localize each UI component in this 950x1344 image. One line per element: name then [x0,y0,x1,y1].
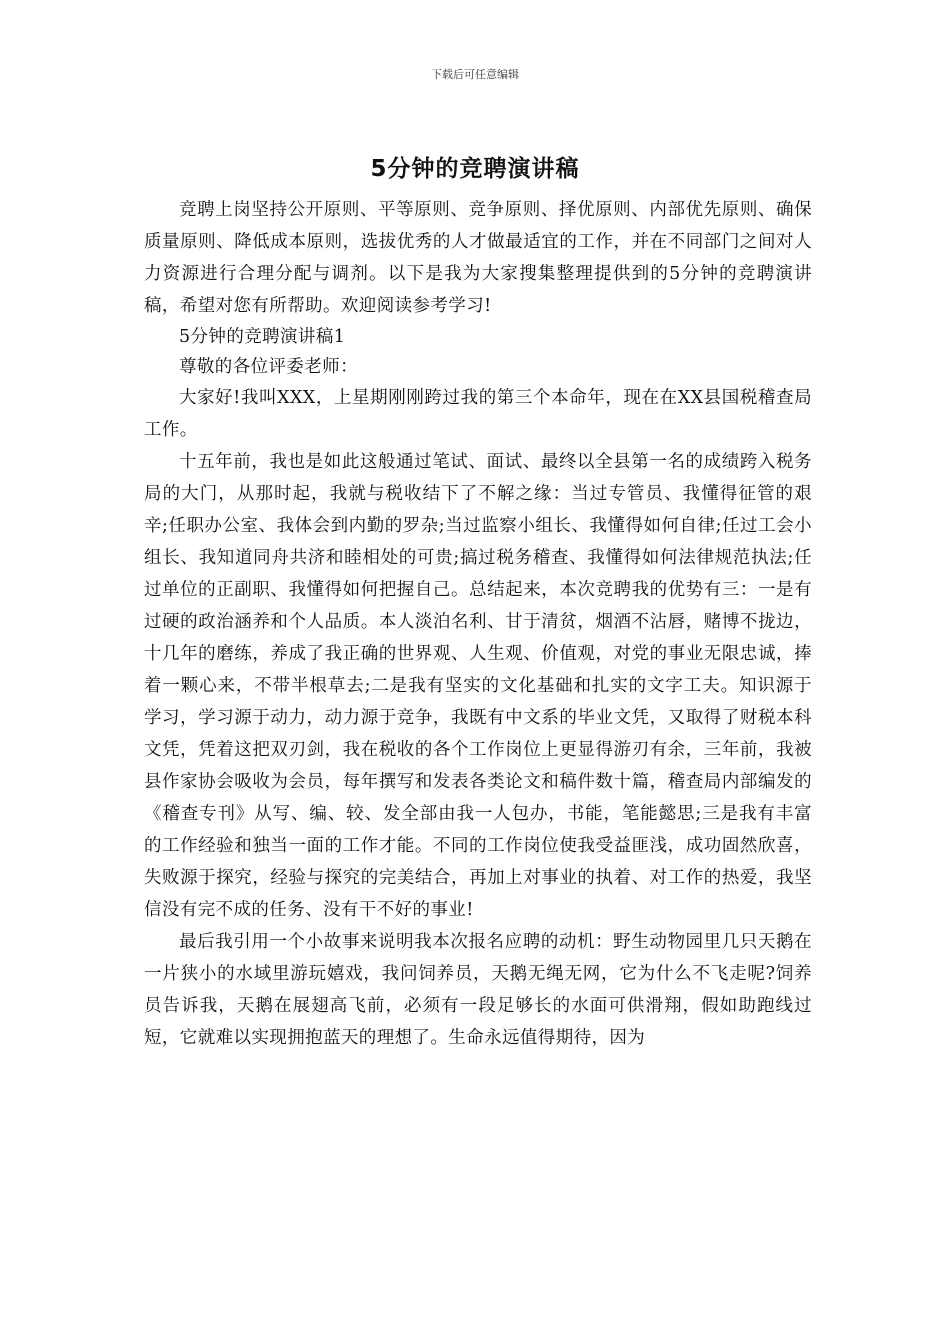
paragraph-greeting: 大家好!我叫XXX，上星期刚刚跨过我的第三个本命年，现在在XX县国税稽查局工作。 [144,388,812,440]
paragraph-experience: 十五年前，我也是如此这般通过笔试、面试、最终以全县第一名的成绩跨入税务局的大门，从那时起，我就与税收结下了不解之缘：当过专管员、我懂得征管的艰辛;任职办公室、我体会到内勤的罗杂;当过监察小组长、我懂得如何自律;任过工会小组长、我知道同舟共济和睦相处的可贵;搞过税务稽查、我懂得如何法律规范执法;任过单位的正副职、我懂得如何把握自己。总结起来，本次竞聘我的优势有三：一是有过硬的政治涵养和个人品质。本人淡泊名利、甘于清贫，烟酒不沾唇，赌博不拢边，十几年的磨练，养成了我正确的世界观、人生观、价值观，对党的事业无限忠诚，捧着一颗心来，不带半根草去;二是我有坚实的文化基础和扎实的文字工夫。知识源于学习，学习源于动力，动力源于竞争，我既有中文系的毕业文凭，又取得了财税本科文凭，凭着这把双刃剑，我在税收的各个工作岗位上更显得游刃有余，三年前，我被县作家协会吸收为会员，每年撰写和发表各类论文和稿件数十篇，稽查局内部编发的《稽查专刊》从写、编、较、发全部由我一人包办，书能，笔能懿思;三是我有丰富的工作经验和独当一面的工作才能。不同的工作岗位使我受益匪浅，成功固然欣喜，失败源于探究，经验与探究的完美结合，再加上对事业的执着、对工作的热爱，我坚信没有完不成的任务、没有干不好的事业! [144,452,812,920]
paragraph-story: 最后我引用一个小故事来说明我本次报名应聘的动机：野生动物园里几只天鹅在一片狭小的水域里游玩嬉戏，我问饲养员，天鹅无绳无网，它为什么不飞走呢?饲养员告诉我，天鹅在展翅高飞前，必须有一段足够长的水面可供滑翔，假如助跑线过短，它就难以实现拥抱蓝天的理想了。生命永远值得期待，因为 [144,932,812,1048]
paragraph-intro: 竞聘上岗坚持公开原则、平等原则、竞争原则、择优原则、内部优先原则、确保质量原则、降低成本原则，选拔优秀的人才做最适宜的工作，并在不同部门之间对人力资源进行合理分配与调剂。以下是我为大家搜集整理提供到的5分钟的竞聘演讲稿，希望对您有所帮助。欢迎阅读参考学习! [144,200,812,316]
document-body [144,194,812,1054]
document-title: 5分钟的竞聘演讲稿 [370,156,580,182]
paragraph-salutation: 尊敬的各位评委老师： [179,357,358,377]
page-header: 下载后可任意编辑 [431,68,519,81]
paragraph-subtitle: 5分钟的竞聘演讲稿1 [179,327,346,347]
